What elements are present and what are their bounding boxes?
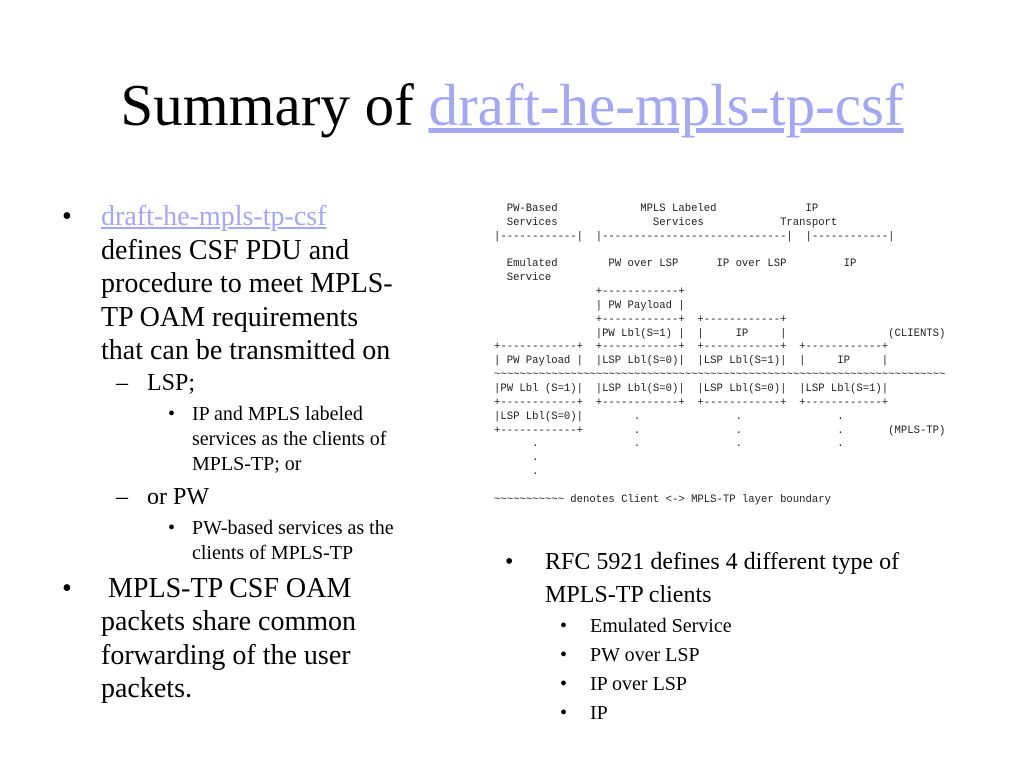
- bullet-marker: •: [505, 549, 514, 575]
- item-line: services as the clients of: [192, 427, 387, 450]
- bullet-marker: •: [560, 615, 568, 637]
- item-line: IP and MPLS labeled: [192, 402, 363, 425]
- right-content: [505, 546, 1005, 728]
- client-type-label: IP over LSP: [590, 673, 688, 695]
- title-prefix: Summary of: [120, 72, 429, 138]
- rfc-line: RFC 5921 defines 4 different type of: [545, 549, 900, 575]
- client-type-label: PW over LSP: [590, 644, 700, 666]
- item-line: PW-based services as the: [192, 516, 394, 539]
- bullet2-line: packets.: [101, 673, 192, 704]
- sub-bullet-lsp: [62, 369, 462, 397]
- bullet1-line: procedure to meet MPLS-: [101, 268, 393, 299]
- client-type-item: [505, 670, 1005, 699]
- client-type-label: Emulated Service: [590, 615, 732, 637]
- bullet2-line: MPLS-TP CSF OAM: [101, 572, 352, 604]
- client-type-item: [505, 612, 1005, 641]
- bullet-marker: •: [560, 673, 568, 695]
- title-link[interactable]: draft-he-mpls-tp-csf: [428, 72, 904, 138]
- sub-bullet-pw: [62, 483, 462, 511]
- bullet1-line: defines CSF PDU and: [101, 234, 350, 266]
- slide-title: [0, 68, 1024, 142]
- bullet2-line: forwarding of the user: [101, 639, 351, 671]
- item-line: clients of MPLS-TP: [192, 541, 354, 564]
- bullet-csf-oam: [62, 572, 462, 706]
- mpls-tp-client-layer-diagram: PW-Based MPLS Labeled IP Services Services Transport |------------| |-----------------------------| |------------| Emulated PW over LSP IP over LSP IP Service +------------+ | PW Payload | +------------+ +------------+ |PW Lbl(S=1) | | IP | (CLIENTS) +------------+ +------------+ +------------+ +------------+ | PW Payload | |LSP Lbl(S=0)| |LSP Lbl(S=1)| | IP | ~~~~~~~~~~~~~~~~~~~~~~~~~~~~~~~~~~~~~~~~~~~~~~~~~~~~~~~~~~~~~~~~~~~~~~~ |PW Lbl (S=1)| |LSP Lbl(S=0)| |LSP Lbl(S=0)| |LSP Lbl(S=1)| +------------+ +------------+ +------------+ +------------+ |LSP Lbl(S=0)| . . . +------------+ . . . (MPLS-TP) . . . . . . ~~~~~~~~~~~ denotes Client <-> MPLS-TP layer boundary: [494, 203, 946, 506]
- bullet1-line: that can be transmitted on: [101, 335, 391, 366]
- dash-marker: –: [116, 369, 128, 396]
- bullet-marker: •: [62, 201, 72, 232]
- bullet-draft-defines: [62, 200, 462, 368]
- bullet-marker: •: [560, 702, 568, 724]
- client-type-item: [505, 641, 1005, 670]
- bullet-marker: •: [168, 402, 176, 425]
- draft-link[interactable]: draft-he-mpls-tp-csf: [101, 201, 327, 232]
- bullet1-line: TP OAM requirements: [101, 301, 359, 333]
- bullet-marker: •: [560, 644, 568, 666]
- left-content: [62, 200, 462, 706]
- client-type-item: [505, 699, 1005, 728]
- item-line: MPLS-TP; or: [192, 452, 302, 475]
- sub-sub-bullet-ip-mpls: [62, 402, 462, 477]
- bullet2-line: packets share common: [101, 606, 357, 637]
- sub-bullet-label: or PW: [147, 483, 209, 510]
- bullet-marker: •: [62, 572, 72, 604]
- bullet-rfc5921: [505, 546, 1005, 612]
- rfc-line: MPLS-TP clients: [545, 582, 712, 608]
- sub-sub-bullet-pw-based: [62, 516, 462, 566]
- sub-bullet-label: LSP;: [147, 369, 196, 396]
- bullet-marker: •: [168, 516, 176, 539]
- dash-marker: –: [116, 483, 128, 510]
- client-type-label: IP: [590, 702, 608, 724]
